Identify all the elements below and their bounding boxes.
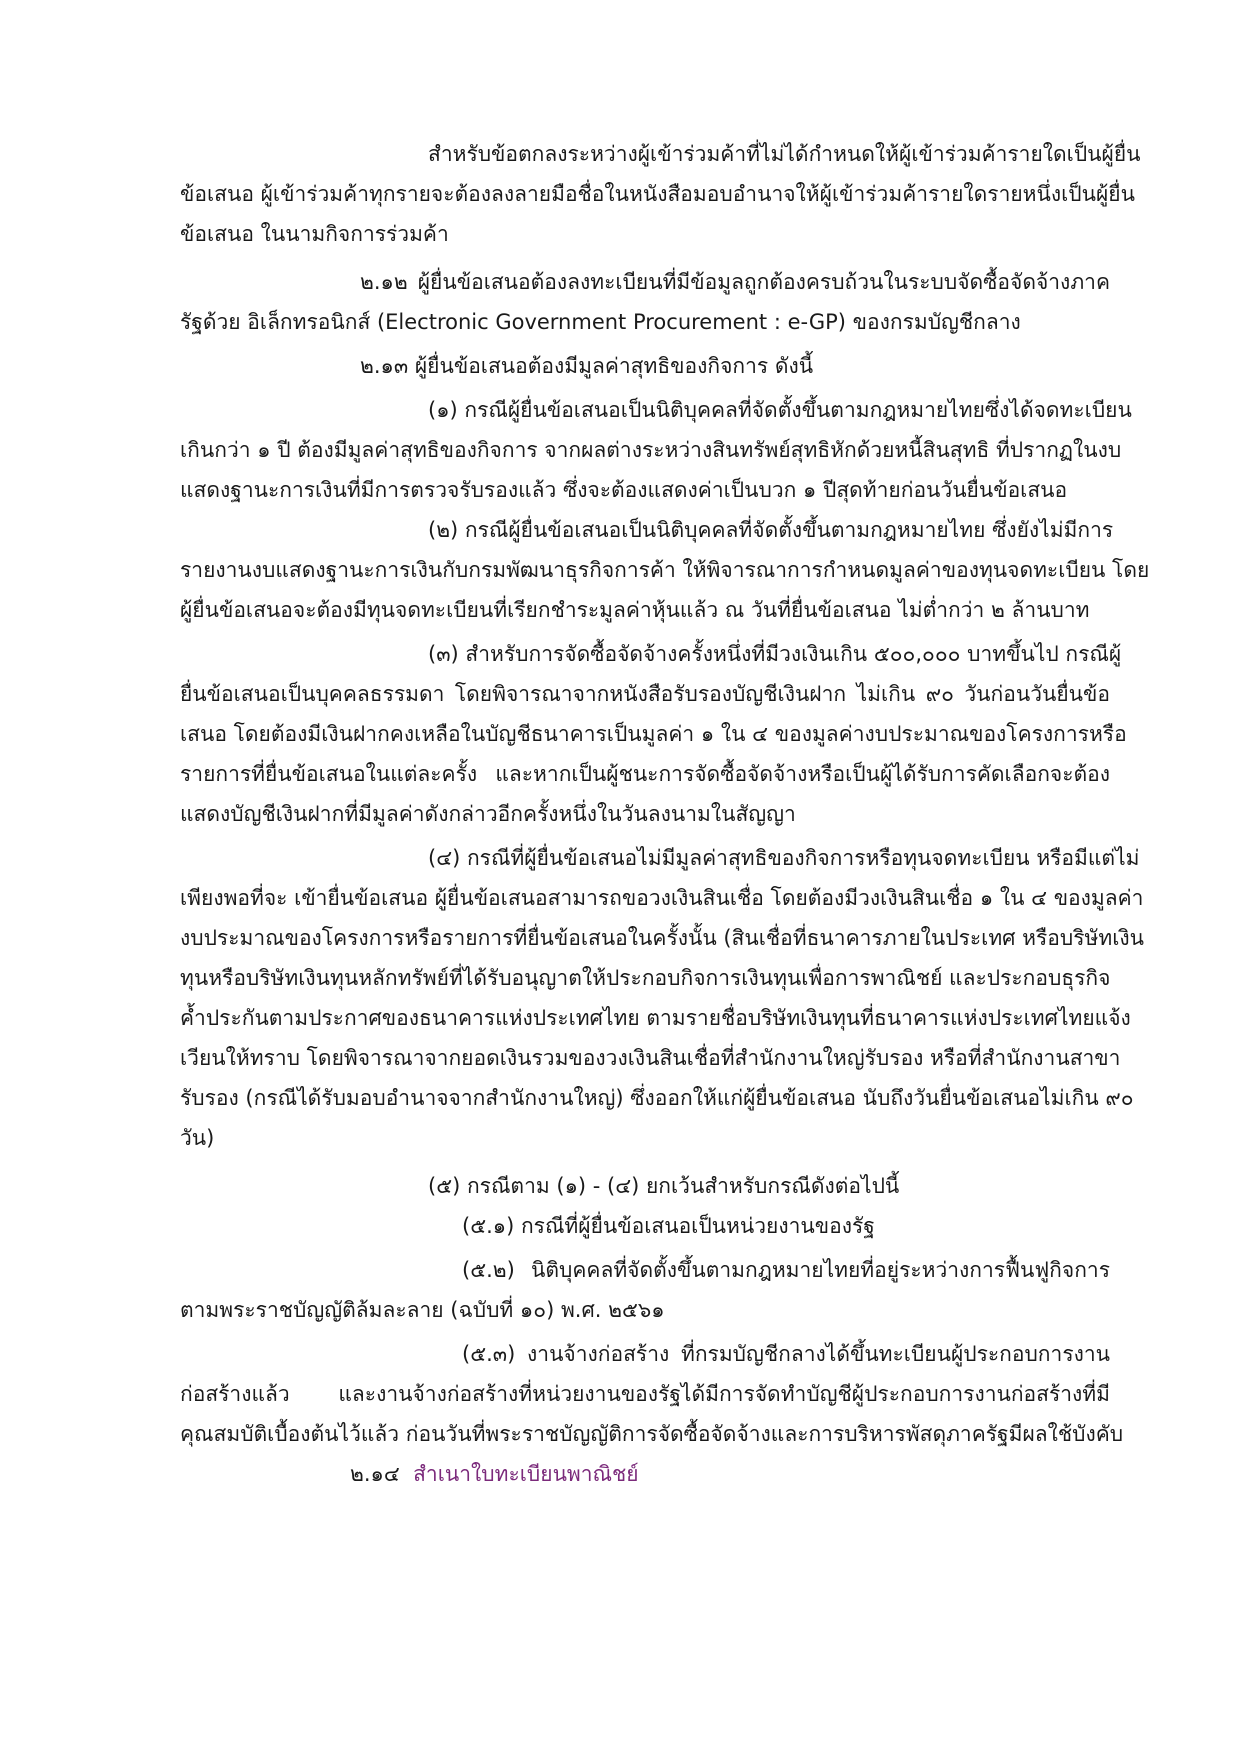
- sub-clause-5-3: (๕.๓) งานจ้างก่อสร้าง ที่กรมบัญชีกลางได้ขึ้นทะเบียนผู้ประกอบการงาน: [462, 1342, 1110, 1366]
- clause-2-12: ๒.๑๒ ผู้ยื่นข้อเสนอต้องลงทะเบียนที่มีข้อมูลถูกต้องครบถ้วนในระบบจัดซื้อจัดจ้างภาค: [360, 270, 1110, 294]
- paragraph-line: ยื่นข้อเสนอเป็นบุคคลธรรมดา โดยพิจารณาจากหนังสือรับรองบัญชีเงินฝาก ไม่เกิน ๙๐ วันก่อนวันยื่นข้อ: [180, 682, 1110, 706]
- paragraph-line: รายงานงบแสดงฐานะการเงินกับกรมพัฒนาธุรกิจการค้า ให้พิจารณาการกำหนดมูลค่าของทุนจดทะเบียน โดย: [180, 558, 1150, 582]
- sub-clause-4: (๔) กรณีที่ผู้ยื่นข้อเสนอไม่มีมูลค่าสุทธิของกิจการหรือทุนจดทะเบียน หรือมีแต่ไม่: [428, 846, 1140, 870]
- paragraph-line: ข้อเสนอ ในนามกิจการร่วมค้า: [180, 222, 449, 246]
- paragraph-line: รายการที่ยื่นข้อเสนอในแต่ละครั้ง และหากเป็นผู้ชนะการจัดซื้อจัดจ้างหรือเป็นผู้ได้รับการคัดเลือกจะต้อง: [180, 762, 1110, 786]
- paragraph-line: เสนอ โดยต้องมีเงินฝากคงเหลือในบัญชีธนาคารเป็นมูลค่า ๑ ใน ๔ ของมูลค่างบประมาณของโครงการหรือ: [180, 722, 1127, 746]
- paragraph-line: เพียงพอที่จะ เข้ายื่นข้อเสนอ ผู้ยื่นข้อเสนอสามารถขอวงเงินสินเชื่อ โดยต้องมีวงเงินสินเชื่อ ๑ ใน ๔ ของมูลค่า: [180, 886, 1144, 910]
- sub-clause-5-2: (๕.๒) นิติบุคคลที่จัดตั้งขึ้นตามกฎหมายไทยที่อยู่ระหว่างการฟื้นฟูกิจการ: [462, 1258, 1110, 1282]
- paragraph-line: คุณสมบัติเบื้องต้นไว้แล้ว ก่อนวันที่พระราชบัญญัติการจัดซื้อจัดจ้างและการบริหารพัสดุภาครัฐมีผลใช้บังคับ: [180, 1422, 1124, 1446]
- clause-number: ๒.๑๔: [350, 1462, 400, 1486]
- paragraph-line: ทุนหรือบริษัทเงินทุนหลักทรัพย์ที่ได้รับอนุญาตให้ประกอบกิจการเงินทุนเพื่อการพาณิชย์ และประกอบธุรกิจ: [180, 966, 1111, 990]
- sub-clause-3: (๓) สำหรับการจัดซื้อจัดจ้างครั้งหนึ่งที่มีวงเงินเกิน ๕๐๐,๐๐๐ บาทขึ้นไป กรณีผู้: [428, 642, 1122, 666]
- paragraph-line: ตามพระราชบัญญัติล้มละลาย (ฉบับที่ ๑๐) พ.ศ. ๒๕๖๑: [180, 1298, 665, 1322]
- paragraph-line: ค้ำประกันตามประกาศของธนาคารแห่งประเทศไทย ตามรายชื่อบริษัทเงินทุนที่ธนาคารแห่งประเทศไทยแจ้ง: [180, 1006, 1131, 1030]
- clause-2-13: ๒.๑๓ ผู้ยื่นข้อเสนอต้องมีมูลค่าสุทธิของกิจการ ดังนี้: [360, 354, 814, 378]
- sub-clause-5-1: (๕.๑) กรณีที่ผู้ยื่นข้อเสนอเป็นหน่วยงานของรัฐ: [462, 1214, 875, 1238]
- sub-clause-5: (๕) กรณีตาม (๑) - (๔) ยกเว้นสำหรับกรณีดังต่อไปนี้: [428, 1174, 900, 1198]
- paragraph-line: รับรอง (กรณีได้รับมอบอำนาจจากสำนักงานใหญ่) ซึ่งออกให้แก่ผู้ยื่นข้อเสนอ นับถึงวันยื่นข้อเสนอไม่เกิน ๙๐: [180, 1086, 1134, 1110]
- paragraph-line: แสดงบัญชีเงินฝากที่มีมูลค่าดังกล่าวอีกครั้งหนึ่งในวันลงนามในสัญญา: [180, 802, 796, 826]
- paragraph-line: สำหรับข้อตกลงระหว่างผู้เข้าร่วมค้าที่ไม่ได้กำหนดให้ผู้เข้าร่วมค้ารายใดเป็นผู้ยื่น: [428, 142, 1141, 166]
- paragraph-line: เกินกว่า ๑ ปี ต้องมีมูลค่าสุทธิของกิจการ จากผลต่างระหว่างสินทรัพย์สุทธิหักด้วยหนี้สินสุทธิ ที่ปรากฏในงบ: [180, 438, 1122, 462]
- paragraph-line: แสดงฐานะการเงินที่มีการตรวจรับรองแล้ว ซึ่งจะต้องแสดงค่าเป็นบวก ๑ ปีสุดท้ายก่อนวันยื่นข้อเสนอ: [180, 478, 1068, 502]
- paragraph-line: เวียนให้ทราบ โดยพิจารณาจากยอดเงินรวมของวงเงินสินเชื่อที่สำนักงานใหญ่รับรอง หรือที่สำนักงานสาขา: [180, 1046, 1121, 1070]
- sub-clause-2: (๒) กรณีผู้ยื่นข้อเสนอเป็นนิติบุคคลที่จัดตั้งขึ้นตามกฎหมายไทย ซึ่งยังไม่มีการ: [428, 518, 1114, 542]
- clause-title: สำเนาใบทะเบียนพาณิชย์: [413, 1462, 639, 1486]
- paragraph-line: ข้อเสนอ ผู้เข้าร่วมค้าทุกรายจะต้องลงลายมือชื่อในหนังสือมอบอำนาจให้ผู้เข้าร่วมค้ารายใดรายหนึ่งเป็นผู้ยื่น: [180, 182, 1135, 206]
- clause-2-14: [350, 1456, 1240, 1492]
- paragraph-line: วัน): [180, 1126, 215, 1150]
- paragraph-line: ก่อสร้างแล้ว และงานจ้างก่อสร้างที่หน่วยงานของรัฐได้มีการจัดทำบัญชีผู้ประกอบการงานก่อสร้างที่มี: [180, 1382, 1110, 1406]
- paragraph-line: รัฐด้วย อิเล็กทรอนิกส์ (Electronic Government Procurement : e-GP) ของกรมบัญชีกลาง: [180, 310, 1021, 334]
- sub-clause-1: (๑) กรณีผู้ยื่นข้อเสนอเป็นนิติบุคคลที่จัดตั้งขึ้นตามกฎหมายไทยซึ่งได้จดทะเบียน: [428, 398, 1132, 422]
- paragraph-line: งบประมาณของโครงการหรือรายการที่ยื่นข้อเสนอในครั้งนั้น (สินเชื่อที่ธนาคารภายในประเทศ หรือบริษัทเงิน: [180, 926, 1144, 950]
- paragraph-line: ผู้ยื่นข้อเสนอจะต้องมีทุนจดทะเบียนที่เรียกชำระมูลค่าหุ้นแล้ว ณ วันที่ยื่นข้อเสนอ ไม่ต่ำกว่า ๒ ล้านบาท: [180, 598, 1090, 622]
